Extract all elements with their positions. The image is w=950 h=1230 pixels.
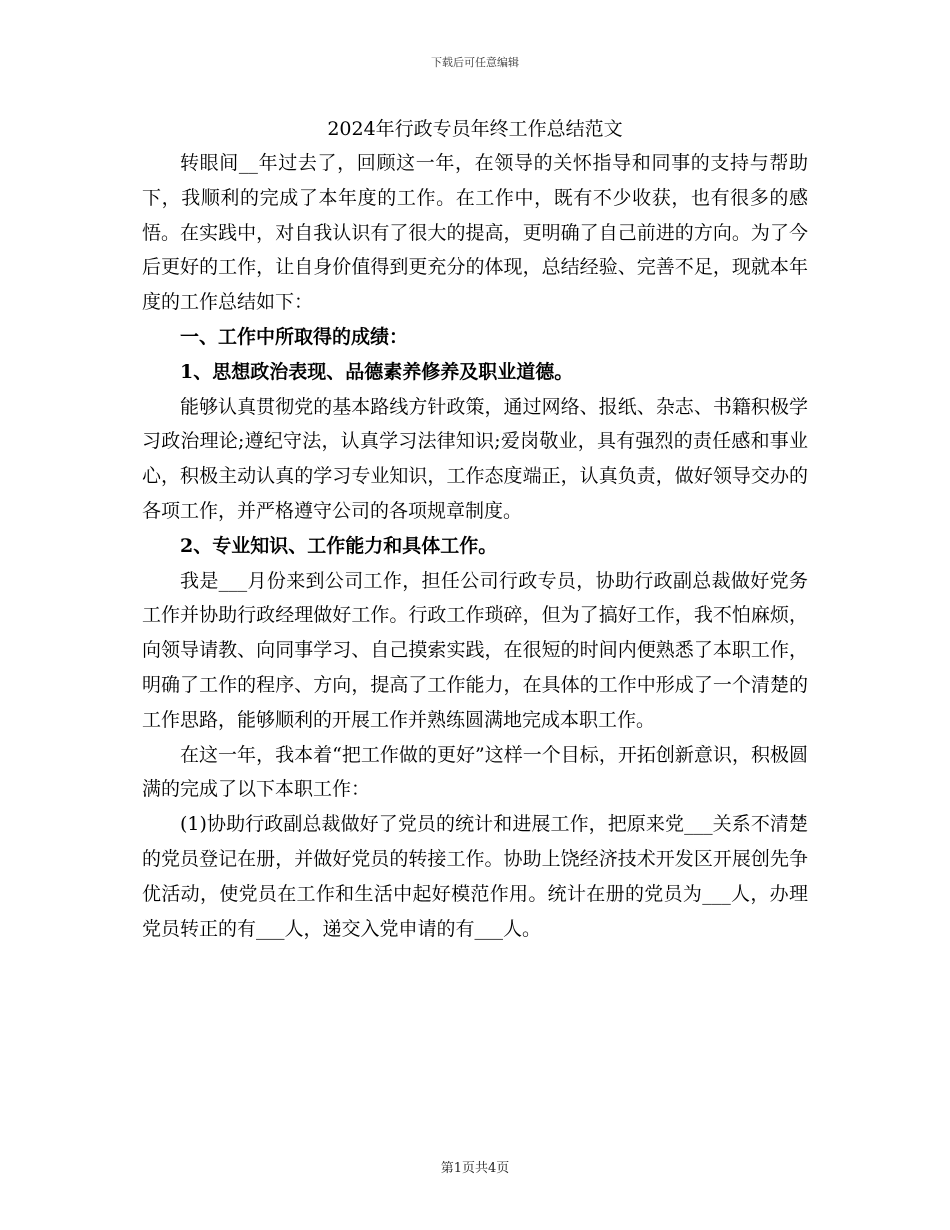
paragraph-intro: 转眼间__年过去了，回顾这一年，在领导的关怀指导和同事的支持与帮助下，我顺利的完成了本年度的工作。在工作中，既有不少收获，也有很多的感悟。在实践中，对自我认识有了很大的提高，更明确了自己前进的方向。为了今后更好的工作，让自身价值得到更充分的体现，总结经验、完善不足，现就本年度的工作总结如下： <box>142 152 808 314</box>
paragraph-item-1: (1)协助行政副总裁做好了党员的统计和进展工作，把原来党___关系不清楚的党员登记在册，并做好党员的转接工作。协助上饶经济技术开发区开展创先争优活动，使党员在工作和生活中起好模范作用。统计在册的党员为___人，办理党员转正的有___人，递交入党申请的有___人。 <box>142 813 808 940</box>
section-heading-achievements: 一、工作中所取得的成绩： <box>180 325 409 348</box>
subheading-political-ethics: 1、思想政治表现、品德素养修养及职业道德。 <box>180 360 574 383</box>
paragraph-year-goal: 在这一年，我本着“把工作做的更好”这样一个目标，开拓创新意识，积极圆满的完成了以下本职工作： <box>142 743 808 801</box>
header-note: 下载后可任意编辑 <box>431 56 519 69</box>
page-title: 2024年行政专员年终工作总结范文 <box>327 118 623 140</box>
paragraph-professional-skills: 我是___月份来到公司工作，担任公司行政专员，协助行政副总裁做好党务工作并协助行政经理做好工作。行政工作琐碎，但为了搞好工作，我不怕麻烦，向领导请教、向同事学习、自己摸索实践，在很短的时间内便熟悉了本职工作，明确了工作的程序、方向，提高了工作能力，在具体的工作中形成了一个清楚的工作思路，能够顺利的开展工作并熟练圆满地完成本职工作。 <box>142 569 808 731</box>
paragraph-political-ethics: 能够认真贯彻党的基本路线方针政策，通过网络、报纸、杂志、书籍积极学习政治理论;遵纪守法，认真学习法律知识;爱岗敬业，具有强烈的责任感和事业心，积极主动认真的学习专业知识，工作态度端正，认真负责，做好领导交办的各项工作，并严格遵守公司的各项规章制度。 <box>142 395 808 522</box>
document-body <box>142 146 808 946</box>
page-indicator: 第1页共4页 <box>440 1161 510 1176</box>
subheading-professional-skills: 2、专业知识、工作能力和具体工作。 <box>180 534 498 557</box>
